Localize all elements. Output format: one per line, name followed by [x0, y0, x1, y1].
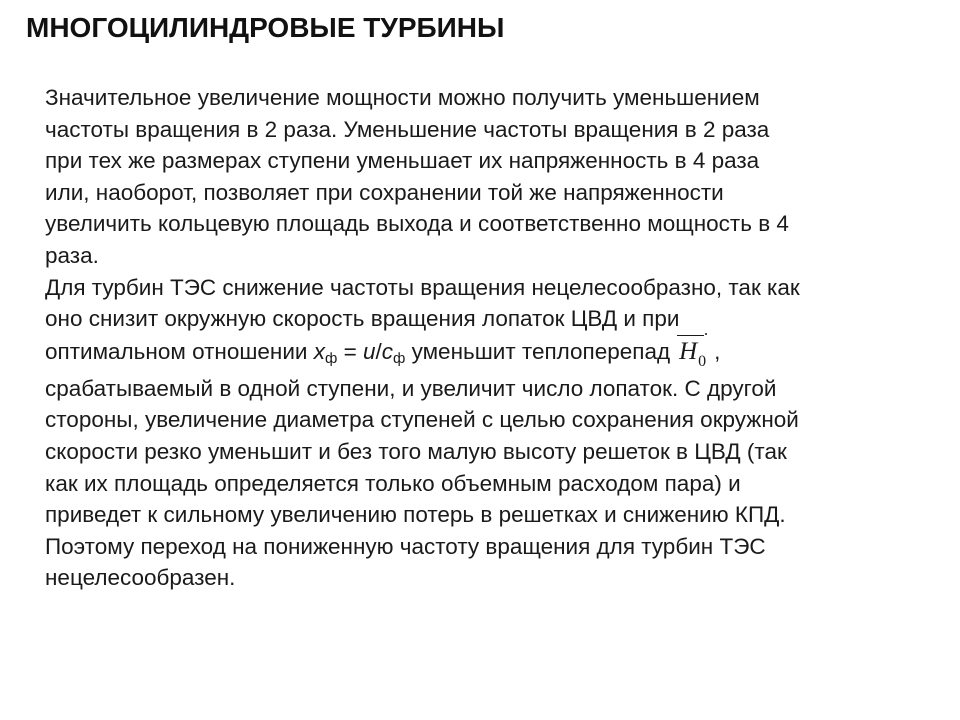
text-line: Поэтому переход на пониженную частоту вращения для турбин ТЭС [45, 533, 766, 559]
equals-sign: = [337, 338, 363, 364]
slide-title: МНОГОЦИЛИНДРОВЫЕ ТУРБИНЫ [26, 12, 505, 43]
text-line: увеличить кольцевую площадь выхода и соответственно мощность в 4 [45, 211, 789, 237]
text-line: или, наоборот, позволяет при сохранении той же напряженности [45, 179, 724, 205]
text-line: как их площадь определяется только объемным расходом пара) и [45, 470, 741, 496]
heat-drop-formula-icon [676, 335, 714, 370]
text-fragment: оптимальном отношении [45, 338, 314, 364]
text-line: приведет к сильному увеличению потерь в решетках и снижению КПД. [45, 502, 786, 528]
text-line: оно снизит окружную скорость вращения лопаток ЦВД и при [45, 306, 680, 332]
text-line: частоты вращения в 2 раза. Уменьшение частоты вращения в 2 раза [45, 116, 770, 142]
text-line: раза. [45, 242, 99, 268]
text-line: Для турбин ТЭС снижение частоты вращения нецелесообразно, так как [45, 274, 800, 300]
text-line: Значительное увеличение мощности можно получить уменьшением [45, 85, 760, 110]
body-text [45, 82, 945, 594]
variable-x: x [313, 338, 325, 364]
formula-line [45, 335, 945, 373]
slash-sign: / [375, 338, 382, 364]
comma: , [714, 338, 721, 364]
subscript-f: ф [324, 349, 338, 367]
subscript-zero: 0 [698, 352, 707, 370]
text-line: нецелесообразен. [45, 565, 236, 591]
text-line: при тех же размерах ступени уменьшает их напряженность в 4 раза [45, 148, 760, 174]
text-line: скорости резко уменьшит и без того малую высоту решеток в ЦВД (так [45, 438, 787, 464]
text-fragment: уменьшит теплоперепад [405, 338, 671, 364]
overbar-dot [705, 333, 707, 335]
text-line: срабатываемый в одной ступени, и увеличит число лопаток. С другой [45, 375, 777, 401]
variable-h: H [679, 337, 698, 365]
variable-u: u [362, 338, 376, 364]
variable-c: c [381, 338, 393, 364]
subscript-f: ф [393, 349, 406, 367]
text-line: стороны, увеличение диаметра ступеней с целью сохранения окружной [45, 407, 799, 433]
